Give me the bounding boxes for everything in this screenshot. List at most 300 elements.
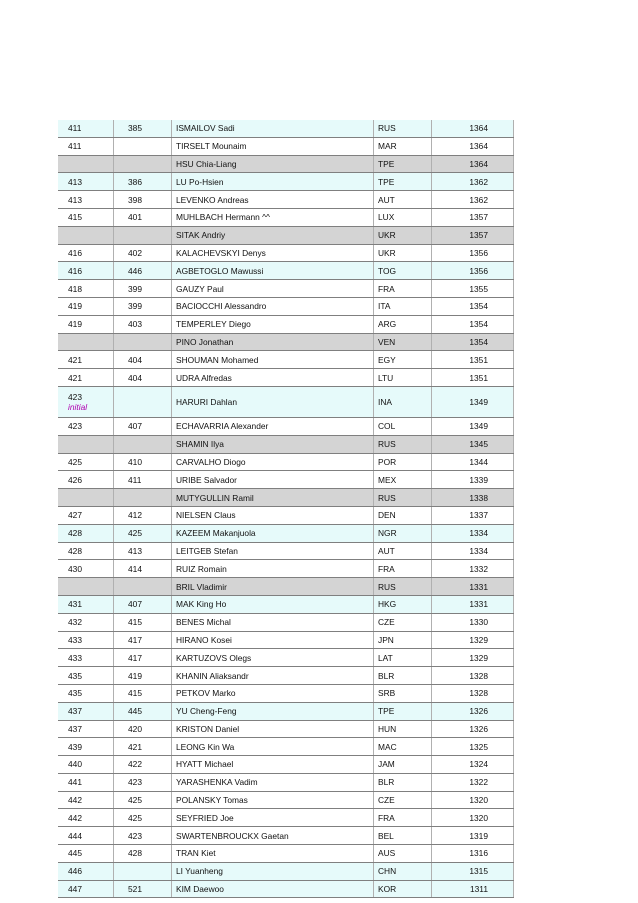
rank-value: 419 bbox=[68, 301, 82, 312]
rank-value: 423 bbox=[68, 421, 82, 432]
rating-cell bbox=[432, 120, 514, 137]
player-name: SWARTENBROUCKX Gaetan bbox=[176, 830, 289, 841]
player-name: PETKOV Marko bbox=[176, 688, 236, 699]
previous-rank-cell bbox=[114, 280, 172, 298]
previous-rank-value: 414 bbox=[128, 563, 142, 574]
rating-points: 1349 bbox=[469, 396, 488, 407]
rank-value: 444 bbox=[68, 830, 82, 841]
nation-cell bbox=[374, 315, 432, 333]
player-name: UDRA Alfredas bbox=[176, 372, 232, 383]
previous-rank-value: 412 bbox=[128, 510, 142, 521]
rank-cell bbox=[58, 631, 114, 649]
rating-cell bbox=[432, 862, 514, 880]
rating-points: 1364 bbox=[469, 123, 488, 134]
nation-code: MAC bbox=[378, 741, 397, 752]
rank-cell bbox=[58, 720, 114, 738]
player-name-cell bbox=[172, 809, 374, 827]
table-row bbox=[58, 333, 514, 351]
player-name: LEONG Kin Wa bbox=[176, 741, 235, 752]
player-name: URIBE Salvador bbox=[176, 474, 237, 485]
player-name: TRAN Kiet bbox=[176, 848, 216, 859]
rank-cell bbox=[58, 471, 114, 489]
nation-code: DEN bbox=[378, 510, 396, 521]
rating-cell bbox=[432, 702, 514, 720]
rating-points: 1351 bbox=[469, 354, 488, 365]
table-row bbox=[58, 880, 514, 898]
table-row bbox=[58, 827, 514, 845]
player-name: KAZEEM Makanjuola bbox=[176, 528, 256, 539]
previous-rank-value: 425 bbox=[128, 812, 142, 823]
nation-cell bbox=[374, 244, 432, 262]
rating-points: 1344 bbox=[469, 456, 488, 467]
rank-cell bbox=[58, 613, 114, 631]
rating-points: 1351 bbox=[469, 372, 488, 383]
previous-rank-cell bbox=[114, 417, 172, 435]
rating-points: 1339 bbox=[469, 474, 488, 485]
table-row bbox=[58, 435, 514, 453]
nation-cell bbox=[374, 120, 432, 137]
ranking-table bbox=[58, 120, 514, 898]
rank-value: 435 bbox=[68, 670, 82, 681]
rank-cell bbox=[58, 315, 114, 333]
nation-cell bbox=[374, 435, 432, 453]
player-name-cell bbox=[172, 173, 374, 191]
nation-code: CZE bbox=[378, 617, 395, 628]
rank-value: 437 bbox=[68, 706, 82, 717]
nation-cell bbox=[374, 262, 432, 280]
table-row bbox=[58, 351, 514, 369]
rating-points: 1316 bbox=[469, 848, 488, 859]
previous-rank-cell bbox=[114, 773, 172, 791]
rating-cell bbox=[432, 684, 514, 702]
ranking-table-body bbox=[58, 120, 514, 898]
rank-cell bbox=[58, 191, 114, 209]
rank-value: 446 bbox=[68, 866, 82, 877]
table-row bbox=[58, 208, 514, 226]
table-row bbox=[58, 137, 514, 155]
rating-points: 1330 bbox=[469, 617, 488, 628]
nation-code: TPE bbox=[378, 706, 395, 717]
rank-value: 447 bbox=[68, 884, 82, 895]
nation-code: LUX bbox=[378, 212, 395, 223]
nation-cell bbox=[374, 208, 432, 226]
rank-cell bbox=[58, 862, 114, 880]
table-row bbox=[58, 862, 514, 880]
previous-rank-cell bbox=[114, 720, 172, 738]
player-name: PINO Jonathan bbox=[176, 336, 234, 347]
rank-value: 428 bbox=[68, 528, 82, 539]
previous-rank-cell bbox=[114, 297, 172, 315]
nation-cell bbox=[374, 595, 432, 613]
table-row bbox=[58, 560, 514, 578]
nation-cell bbox=[374, 578, 432, 596]
player-name: MAK King Ho bbox=[176, 599, 227, 610]
nation-cell bbox=[374, 155, 432, 173]
player-name: AGBETOGLO Mawussi bbox=[176, 265, 264, 276]
nation-code: RUS bbox=[378, 492, 396, 503]
rating-cell bbox=[432, 333, 514, 351]
nation-cell bbox=[374, 684, 432, 702]
rank-value: 433 bbox=[68, 634, 82, 645]
rank-value: 419 bbox=[68, 319, 82, 330]
rating-cell bbox=[432, 262, 514, 280]
previous-rank-value: 422 bbox=[128, 759, 142, 770]
rating-cell bbox=[432, 315, 514, 333]
player-name: ISMAILOV Sadi bbox=[176, 123, 235, 134]
rank-value: 441 bbox=[68, 777, 82, 788]
player-name-cell bbox=[172, 827, 374, 845]
nation-code: LAT bbox=[378, 652, 393, 663]
player-name: HSU Chia-Liang bbox=[176, 158, 237, 169]
rating-points: 1334 bbox=[469, 545, 488, 556]
nation-cell bbox=[374, 773, 432, 791]
previous-rank-value: 404 bbox=[128, 372, 142, 383]
player-name-cell bbox=[172, 595, 374, 613]
nation-code: ITA bbox=[378, 301, 391, 312]
nation-cell bbox=[374, 386, 432, 417]
rating-points: 1364 bbox=[469, 158, 488, 169]
nation-cell bbox=[374, 191, 432, 209]
player-name-cell bbox=[172, 137, 374, 155]
table-row bbox=[58, 297, 514, 315]
rank-value: 433 bbox=[68, 652, 82, 663]
player-name: SHAMIN Ilya bbox=[176, 439, 224, 450]
player-name: KARTUZOVS Olegs bbox=[176, 652, 252, 663]
rating-cell bbox=[432, 191, 514, 209]
previous-rank-value: 423 bbox=[128, 830, 142, 841]
rank-cell bbox=[58, 684, 114, 702]
rating-cell bbox=[432, 578, 514, 596]
nation-cell bbox=[374, 453, 432, 471]
player-name-cell bbox=[172, 791, 374, 809]
rank-value: 435 bbox=[68, 688, 82, 699]
player-name: BRIL Vladimir bbox=[176, 581, 227, 592]
previous-rank-cell bbox=[114, 137, 172, 155]
nation-cell bbox=[374, 827, 432, 845]
player-name: ECHAVARRIA Alexander bbox=[176, 421, 269, 432]
previous-rank-cell bbox=[114, 684, 172, 702]
player-name-cell bbox=[172, 155, 374, 173]
rating-cell bbox=[432, 297, 514, 315]
player-name-cell bbox=[172, 453, 374, 471]
table-row bbox=[58, 489, 514, 507]
player-name: LEVENKO Andreas bbox=[176, 194, 249, 205]
previous-rank-cell bbox=[114, 756, 172, 774]
previous-rank-value: 425 bbox=[128, 528, 142, 539]
rank-value: 437 bbox=[68, 723, 82, 734]
rank-value: 411 bbox=[68, 123, 82, 134]
player-name-cell bbox=[172, 506, 374, 524]
player-name-cell bbox=[172, 738, 374, 756]
rating-cell bbox=[432, 226, 514, 244]
rating-cell bbox=[432, 280, 514, 298]
nation-code: BEL bbox=[378, 830, 394, 841]
rating-points: 1362 bbox=[469, 176, 488, 187]
rating-cell bbox=[432, 756, 514, 774]
player-name-cell bbox=[172, 489, 374, 507]
rank-cell bbox=[58, 595, 114, 613]
previous-rank-value: 415 bbox=[128, 617, 142, 628]
table-row bbox=[58, 155, 514, 173]
rating-points: 1356 bbox=[469, 265, 488, 276]
rating-cell bbox=[432, 809, 514, 827]
rating-points: 1315 bbox=[469, 866, 488, 877]
rating-cell bbox=[432, 489, 514, 507]
player-name: TIRSELT Mounaim bbox=[176, 141, 247, 152]
rating-points: 1331 bbox=[469, 581, 488, 592]
nation-code: CHN bbox=[378, 866, 397, 877]
table-row bbox=[58, 595, 514, 613]
table-row bbox=[58, 244, 514, 262]
previous-rank-value: 425 bbox=[128, 795, 142, 806]
rating-points: 1329 bbox=[469, 634, 488, 645]
rank-cell bbox=[58, 208, 114, 226]
rank-value: 431 bbox=[68, 599, 82, 610]
player-name-cell bbox=[172, 880, 374, 898]
player-name: HYATT Michael bbox=[176, 759, 234, 770]
previous-rank-value: 417 bbox=[128, 634, 142, 645]
player-name-cell bbox=[172, 667, 374, 685]
table-row bbox=[58, 720, 514, 738]
previous-rank-value: 407 bbox=[128, 421, 142, 432]
rating-cell bbox=[432, 560, 514, 578]
previous-rank-cell bbox=[114, 351, 172, 369]
rating-points: 1311 bbox=[469, 884, 488, 895]
rank-cell bbox=[58, 435, 114, 453]
table-row bbox=[58, 702, 514, 720]
table-row bbox=[58, 173, 514, 191]
player-name: MUHLBACH Hermann ^^ bbox=[176, 212, 270, 223]
rating-cell bbox=[432, 845, 514, 863]
previous-rank-value: 401 bbox=[128, 212, 142, 223]
rating-cell bbox=[432, 471, 514, 489]
player-name: NIELSEN Claus bbox=[176, 510, 236, 521]
table-row bbox=[58, 524, 514, 542]
table-row bbox=[58, 649, 514, 667]
player-name: BACIOCCHI Alessandro bbox=[176, 301, 267, 312]
nation-cell bbox=[374, 809, 432, 827]
rating-points: 1329 bbox=[469, 652, 488, 663]
rank-cell bbox=[58, 578, 114, 596]
previous-rank-value: 402 bbox=[128, 247, 142, 258]
nation-code: TPE bbox=[378, 176, 395, 187]
player-name: LI Yuanheng bbox=[176, 866, 223, 877]
nation-code: INA bbox=[378, 396, 392, 407]
rank-value: 416 bbox=[68, 265, 82, 276]
player-name-cell bbox=[172, 208, 374, 226]
table-row bbox=[58, 773, 514, 791]
table-row bbox=[58, 667, 514, 685]
rank-cell bbox=[58, 702, 114, 720]
table-row bbox=[58, 738, 514, 756]
table-row bbox=[58, 369, 514, 387]
nation-cell bbox=[374, 471, 432, 489]
rank-value: 428 bbox=[68, 545, 82, 556]
player-name: TEMPERLEY Diego bbox=[176, 319, 251, 330]
rating-points: 1357 bbox=[469, 230, 488, 241]
previous-rank-cell bbox=[114, 595, 172, 613]
rank-cell bbox=[58, 262, 114, 280]
player-name-cell bbox=[172, 244, 374, 262]
player-name: KIM Daewoo bbox=[176, 884, 224, 895]
rating-cell bbox=[432, 773, 514, 791]
rank-value: 413 bbox=[68, 176, 82, 187]
rank-cell bbox=[58, 351, 114, 369]
nation-code: SRB bbox=[378, 688, 396, 699]
player-name: GAUZY Paul bbox=[176, 283, 224, 294]
rating-cell bbox=[432, 542, 514, 560]
rank-cell bbox=[58, 417, 114, 435]
nation-code: TPE bbox=[378, 158, 395, 169]
nation-cell bbox=[374, 613, 432, 631]
previous-rank-cell bbox=[114, 702, 172, 720]
player-name: LU Po-Hsien bbox=[176, 176, 224, 187]
previous-rank-cell bbox=[114, 524, 172, 542]
nation-code: JPN bbox=[378, 634, 394, 645]
previous-rank-value: 385 bbox=[128, 123, 142, 134]
table-row bbox=[58, 631, 514, 649]
previous-rank-cell bbox=[114, 667, 172, 685]
table-row bbox=[58, 613, 514, 631]
rating-points: 1364 bbox=[469, 141, 488, 152]
previous-rank-cell bbox=[114, 173, 172, 191]
rating-cell bbox=[432, 631, 514, 649]
player-name-cell bbox=[172, 756, 374, 774]
previous-rank-cell bbox=[114, 560, 172, 578]
rating-points: 1319 bbox=[469, 830, 488, 841]
player-name-cell bbox=[172, 191, 374, 209]
rank-cell bbox=[58, 667, 114, 685]
rank-cell bbox=[58, 756, 114, 774]
rating-cell bbox=[432, 173, 514, 191]
rank-cell bbox=[58, 453, 114, 471]
player-name: LEITGEB Stefan bbox=[176, 545, 238, 556]
rank-value: 442 bbox=[68, 812, 82, 823]
nation-code: LTU bbox=[378, 372, 394, 383]
rank-value: 445 bbox=[68, 848, 82, 859]
nation-cell bbox=[374, 756, 432, 774]
nation-cell bbox=[374, 226, 432, 244]
rating-cell bbox=[432, 453, 514, 471]
rating-points: 1326 bbox=[469, 723, 488, 734]
nation-cell bbox=[374, 506, 432, 524]
previous-rank-value: 415 bbox=[128, 688, 142, 699]
previous-rank-cell bbox=[114, 244, 172, 262]
nation-cell bbox=[374, 702, 432, 720]
rating-cell bbox=[432, 524, 514, 542]
nation-cell bbox=[374, 173, 432, 191]
previous-rank-cell bbox=[114, 120, 172, 137]
rating-cell bbox=[432, 595, 514, 613]
player-name-cell bbox=[172, 351, 374, 369]
previous-rank-cell bbox=[114, 155, 172, 173]
nation-cell bbox=[374, 280, 432, 298]
player-name: YARASHENKA Vadim bbox=[176, 777, 258, 788]
previous-rank-value: 411 bbox=[128, 474, 142, 485]
previous-rank-value: 399 bbox=[128, 301, 142, 312]
previous-rank-value: 403 bbox=[128, 319, 142, 330]
previous-rank-value: 399 bbox=[128, 283, 142, 294]
previous-rank-value: 407 bbox=[128, 599, 142, 610]
rating-cell bbox=[432, 208, 514, 226]
rank-value: 439 bbox=[68, 741, 82, 752]
player-name-cell bbox=[172, 631, 374, 649]
rank-value: 421 bbox=[68, 372, 82, 383]
previous-rank-cell bbox=[114, 649, 172, 667]
nation-code: HKG bbox=[378, 599, 397, 610]
rating-cell bbox=[432, 667, 514, 685]
table-row bbox=[58, 845, 514, 863]
nation-code: RUS bbox=[378, 123, 396, 134]
player-name: CARVALHO Diogo bbox=[176, 456, 246, 467]
previous-rank-value: 446 bbox=[128, 265, 142, 276]
nation-cell bbox=[374, 880, 432, 898]
player-name: SHOUMAN Mohamed bbox=[176, 354, 259, 365]
previous-rank-cell bbox=[114, 542, 172, 560]
rank-value: 442 bbox=[68, 795, 82, 806]
player-name-cell bbox=[172, 280, 374, 298]
player-name: SITAK Andriy bbox=[176, 230, 226, 241]
nation-code: FRA bbox=[378, 563, 395, 574]
previous-rank-cell bbox=[114, 471, 172, 489]
nation-cell bbox=[374, 631, 432, 649]
player-name-cell bbox=[172, 773, 374, 791]
nation-cell bbox=[374, 351, 432, 369]
nation-code: AUT bbox=[378, 545, 395, 556]
previous-rank-cell bbox=[114, 208, 172, 226]
previous-rank-cell bbox=[114, 738, 172, 756]
rating-points: 1338 bbox=[469, 492, 488, 503]
player-name-cell bbox=[172, 297, 374, 315]
rating-cell bbox=[432, 244, 514, 262]
nation-cell bbox=[374, 542, 432, 560]
previous-rank-cell bbox=[114, 453, 172, 471]
player-name-cell bbox=[172, 560, 374, 578]
rating-cell bbox=[432, 791, 514, 809]
rating-points: 1320 bbox=[469, 795, 488, 806]
nation-code: CZE bbox=[378, 795, 395, 806]
nation-cell bbox=[374, 489, 432, 507]
rating-points: 1331 bbox=[469, 599, 488, 610]
player-name-cell bbox=[172, 613, 374, 631]
previous-rank-value: 445 bbox=[128, 706, 142, 717]
rating-cell bbox=[432, 613, 514, 631]
player-name-cell bbox=[172, 542, 374, 560]
player-name-cell bbox=[172, 471, 374, 489]
player-name: MUTYGULLIN Ramil bbox=[176, 492, 254, 503]
table-row bbox=[58, 684, 514, 702]
rating-cell bbox=[432, 827, 514, 845]
nation-code: AUS bbox=[378, 848, 396, 859]
rating-points: 1334 bbox=[469, 528, 488, 539]
rating-points: 1362 bbox=[469, 194, 488, 205]
rating-points: 1332 bbox=[469, 563, 488, 574]
previous-rank-cell bbox=[114, 333, 172, 351]
player-name: KHANIN Aliaksandr bbox=[176, 670, 249, 681]
rating-points: 1320 bbox=[469, 812, 488, 823]
rating-cell bbox=[432, 351, 514, 369]
rank-cell bbox=[58, 280, 114, 298]
rank-cell bbox=[58, 333, 114, 351]
previous-rank-cell bbox=[114, 226, 172, 244]
player-name-cell bbox=[172, 862, 374, 880]
previous-rank-value: 428 bbox=[128, 848, 142, 859]
rating-points: 1324 bbox=[469, 759, 488, 770]
table-row bbox=[58, 453, 514, 471]
rating-cell bbox=[432, 369, 514, 387]
nation-cell bbox=[374, 297, 432, 315]
rank-cell bbox=[58, 386, 114, 417]
